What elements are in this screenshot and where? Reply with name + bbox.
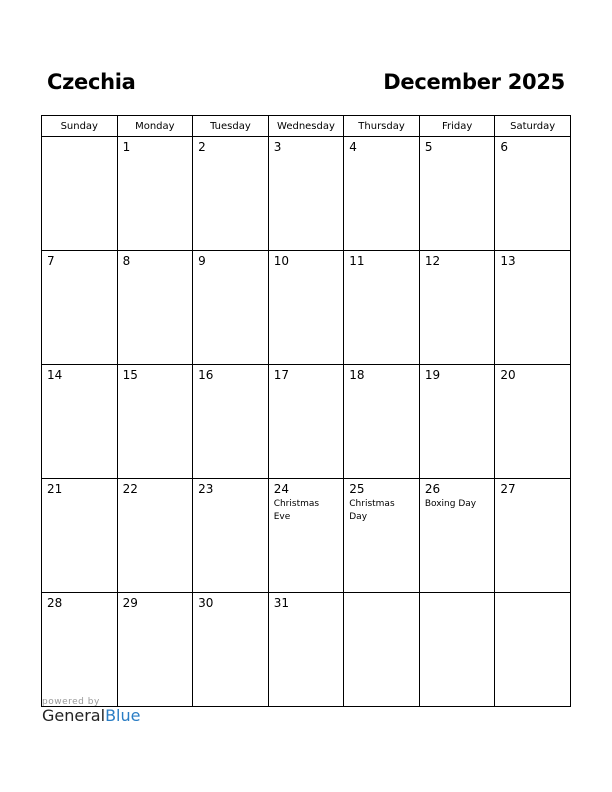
weekday-wednesday: Wednesday — [268, 116, 344, 137]
day-number: 4 — [349, 140, 357, 154]
day-number: 10 — [273, 254, 289, 268]
day-cell — [117, 137, 193, 251]
day-number: 11 — [349, 254, 365, 268]
day-cell — [117, 251, 193, 365]
day-number: 1 — [122, 140, 131, 154]
day-cell — [268, 365, 344, 479]
day-cell — [419, 593, 495, 707]
day-cell — [193, 479, 269, 593]
day-number: 26 — [424, 482, 441, 496]
day-number: 14 — [47, 368, 63, 382]
day-number: 6 — [500, 140, 509, 154]
day-cell — [193, 137, 269, 251]
day-number: 27 — [500, 482, 516, 496]
day-number: 15 — [122, 368, 138, 382]
day-number: 31 — [273, 596, 289, 610]
day-cell — [193, 251, 269, 365]
weekday-sunday: Sunday — [42, 116, 118, 137]
day-cell — [268, 479, 344, 593]
day-number: 18 — [349, 368, 365, 382]
day-cell — [42, 251, 118, 365]
day-cell — [193, 593, 269, 707]
day-number: 5 — [424, 140, 433, 154]
day-cell — [268, 251, 344, 365]
day-cell — [344, 593, 420, 707]
day-number: 30 — [198, 596, 214, 610]
day-number: 21 — [47, 482, 63, 496]
day-cell — [268, 137, 344, 251]
day-cell — [193, 365, 269, 479]
weekday-header-row — [42, 116, 571, 137]
day-cell — [42, 479, 118, 593]
day-cell — [419, 365, 495, 479]
day-number: 29 — [122, 596, 138, 610]
day-cell — [495, 251, 571, 365]
day-number: 3 — [273, 140, 282, 154]
holiday-label: Christmas Day — [349, 499, 395, 522]
day-cell — [495, 137, 571, 251]
day-number: 7 — [47, 254, 55, 268]
powered-by-text: powered by — [42, 697, 100, 707]
day-number: 20 — [500, 368, 516, 382]
day-cell — [344, 137, 420, 251]
week-row — [42, 593, 571, 707]
weekday-thursday: Thursday — [344, 116, 420, 137]
day-cell — [117, 365, 193, 479]
day-number: 12 — [424, 254, 441, 268]
day-number: 25 — [349, 482, 365, 496]
day-cell — [344, 365, 420, 479]
brand-logo — [42, 706, 140, 725]
footer-branding — [42, 697, 140, 725]
day-cell — [419, 137, 495, 251]
country-title: Czechia — [47, 70, 136, 94]
day-number: 24 — [273, 482, 289, 496]
day-number: 22 — [122, 482, 138, 496]
brand-name-part1: General — [42, 706, 106, 725]
day-number: 2 — [198, 140, 206, 154]
day-cell — [42, 593, 118, 707]
day-number: 19 — [424, 368, 441, 382]
week-row — [42, 365, 571, 479]
day-number: 17 — [273, 368, 289, 382]
holiday-label: Boxing Day — [424, 499, 477, 509]
day-cell — [419, 251, 495, 365]
day-cell — [117, 593, 193, 707]
day-number: 9 — [198, 254, 206, 268]
day-number: 13 — [500, 254, 516, 268]
weekday-tuesday: Tuesday — [193, 116, 269, 137]
day-cell — [42, 137, 118, 251]
weekday-friday: Friday — [419, 116, 495, 137]
day-cell — [268, 593, 344, 707]
day-cell — [419, 479, 495, 593]
day-cell — [495, 365, 571, 479]
week-row — [42, 251, 571, 365]
day-number: 16 — [198, 368, 214, 382]
day-cell — [42, 365, 118, 479]
calendar-grid — [41, 115, 571, 707]
day-cell — [117, 479, 193, 593]
weekday-saturday: Saturday — [495, 116, 571, 137]
holiday-label: Christmas Eve — [273, 499, 320, 522]
month-title: December 2025 — [383, 70, 565, 94]
week-row — [42, 479, 571, 593]
brand-name-part2: Blue — [105, 706, 141, 725]
week-row — [42, 137, 571, 251]
weekday-monday: Monday — [117, 116, 193, 137]
day-cell — [495, 593, 571, 707]
day-number: 8 — [122, 254, 131, 268]
day-cell — [344, 479, 420, 593]
day-cell — [495, 479, 571, 593]
day-number: 23 — [198, 482, 214, 496]
day-cell — [344, 251, 420, 365]
day-number: 28 — [47, 596, 63, 610]
